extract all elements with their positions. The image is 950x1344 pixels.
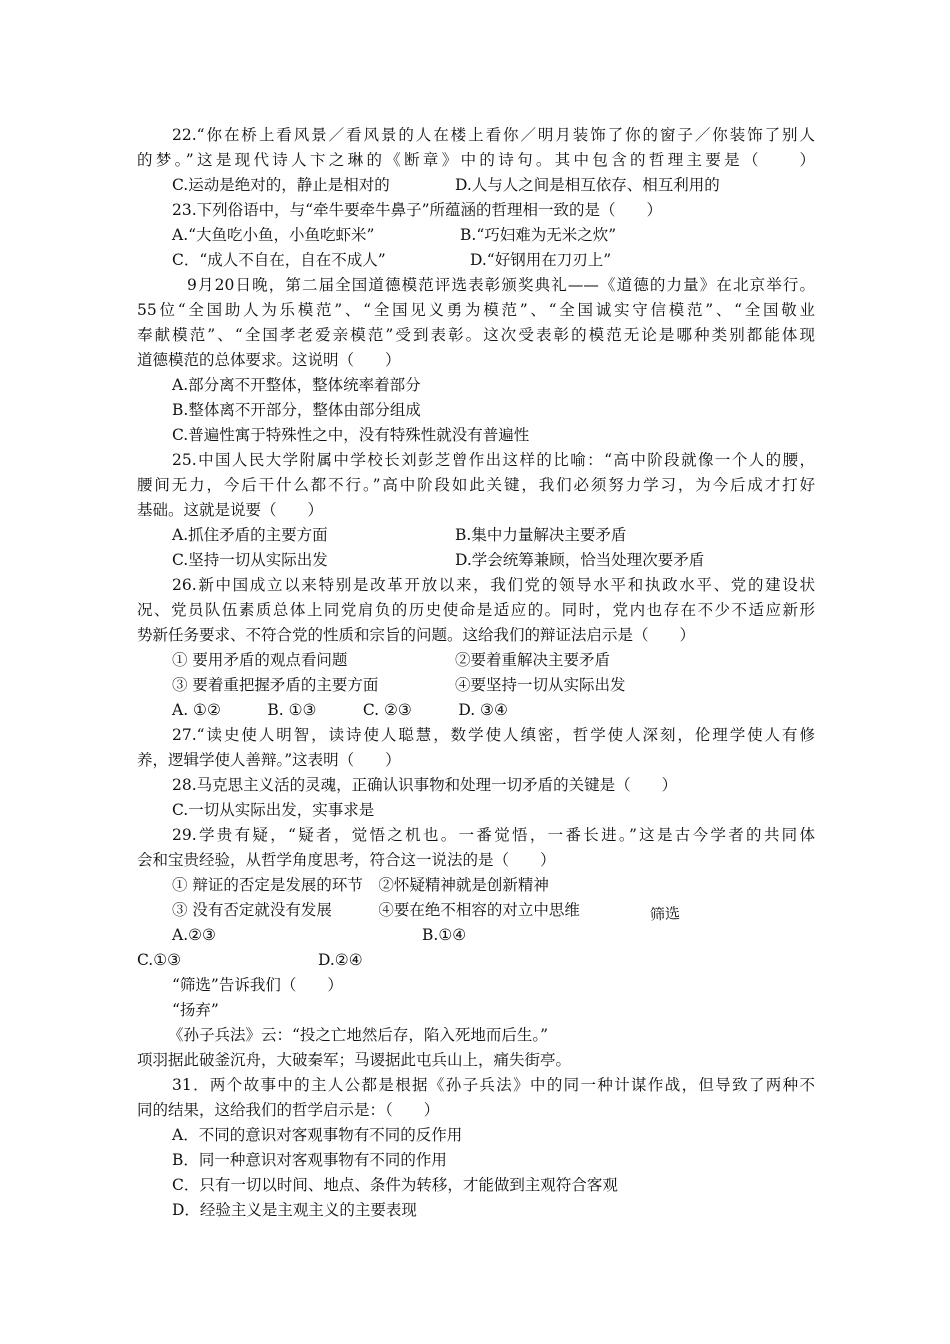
q25-option-a: A.抓住矛盾的主要方面 (172, 526, 328, 544)
q25-option-c: C.坚持一切从实际出发 (172, 551, 328, 569)
q31-stem-line1: 31．两个故事中的主人公都是根据《孙子兵法》中的同一种计谋作战，但导致了两种不 (172, 1076, 815, 1094)
q25-option-b: B.集中力量解决主要矛盾 (455, 526, 627, 544)
q29-option-a: A.②③ (172, 926, 216, 944)
q30-term: “扬弃” (172, 1001, 219, 1019)
q25-stem-line3: 基础。这就是说要（ ） (137, 501, 324, 519)
q24-stem-line2: 55位“全国助人为乐模范”、“全国见义勇为模范”、“全国诚实守信模范”、“全国敬业 (137, 301, 815, 319)
q31-stem-line2: 同的结果，这给我们的哲学启示是：（ ） (137, 1101, 440, 1119)
q25-stem-line2: 腰间无力，今后干什么都不行。”高中阶段如此关键，我们必须努力学习，为今后成才打好 (137, 476, 815, 494)
q24-option-c: C.普遍性寓于特殊性之中，没有特殊性就没有普遍性 (172, 426, 530, 444)
handwritten-note: 筛选 (649, 904, 681, 924)
q31-story: 项羽据此破釜沉舟，大破秦军；马谡据此屯兵山上，痛失街亭。 (137, 1051, 572, 1069)
q23-option-a: A.“大鱼吃小鱼，小鱼吃虾米” (172, 226, 375, 244)
q26-statement-2: ②要着重解决主要矛盾 (455, 651, 611, 669)
q30-stem: “筛选”告诉我们（ ） (172, 976, 343, 994)
q29-stem-line1: 29.学贵有疑，“疑者，觉悟之机也。一番觉悟，一番长进。”这是古今学者的共同体 (172, 826, 815, 844)
q23-option-b: B.“巧妇难为无米之炊” (460, 226, 617, 244)
q26-statement-3: ③ 要着重把握矛盾的主要方面 (172, 676, 379, 694)
q22-option-d: D.人与人之间是相互依存、相互利用的 (455, 176, 720, 194)
q29-statements-1-2: ① 辩证的否定是发展的环节 ②怀疑精神就是创新精神 (172, 876, 549, 894)
q26-stem-line1: 26.新中国成立以来特别是改革开放以来，我们党的领导水平和执政水平、党的建设状 (172, 576, 815, 594)
q26-statement-1: ① 要用矛盾的观点看问题 (172, 651, 348, 669)
q24-option-b: B.整体离不开部分，整体由部分组成 (172, 401, 421, 419)
q26-stem-line3: 势新任务要求、不符合党的性质和宗旨的问题。这给我们的辩证法启示是（ ） (137, 626, 696, 644)
q29-statements-3-4: ③ 没有否定就没有发展 ④要在绝不相容的对立中思维 (172, 901, 580, 919)
q29-option-d: D.②④ (318, 951, 363, 969)
q23-option-c: C．“成人不自在，自在不成人” (172, 251, 386, 269)
q26-stem-line2: 况、党员队伍素质总体上同党肩负的历史使命是适应的。同时，党内也存在不少不适应新形 (137, 601, 815, 619)
q23-stem: 23.下列俗语中，与“牵牛要牵牛鼻子”所蕴涵的哲理相一致的是（ ） (172, 201, 663, 219)
q26-choices: A. ①② B. ①③ C. ②③ D. ③④ (172, 701, 508, 719)
q29-stem-line2: 会和宝贵经验，从哲学角度思考，符合这一说法的是（ ） (137, 851, 556, 869)
q31-option-c: C．只有一切以时间、地点、条件为转移，才能做到主观符合客观 (172, 1176, 618, 1194)
q29-option-b: B.①④ (422, 926, 467, 944)
q22-stem-line1: 22.“你在桥上看风景／看风景的人在楼上看你／明月装饰了你的窗子／你装饰了别人 (172, 126, 815, 144)
q26-statement-4: ④要坚持一切从实际出发 (455, 676, 626, 694)
q22-stem-line2: 的梦。”这是现代诗人卞之琳的《断章》中的诗句。其中包含的哲理主要是（ ） (137, 151, 815, 169)
q23-option-d: D.“好钢用在刀刃上” (470, 251, 612, 269)
q28-option-c: C.一切从实际出发，实事求是 (172, 801, 375, 819)
q31-option-d: D．经验主义是主观主义的主要表现 (172, 1201, 417, 1219)
q31-option-b: B．同一种意识对客观事物有不同的作用 (172, 1151, 447, 1169)
q27-stem-line2: 养，逻辑学使人善辩。”这表明（ ） (137, 751, 401, 769)
q27-stem-line1: 27.“读史使人明智，读诗使人聪慧，数学使人缜密，哲学使人深刻，伦理学使人有修 (172, 726, 815, 744)
q25-option-d: D.学会统筹兼顾，恰当处理次要矛盾 (455, 551, 705, 569)
q24-stem-line3: 奉献模范”、“全国孝老爱亲模范”受到表彰。这次受表彰的模范无论是哪种类别都能体现 (137, 326, 815, 344)
q22-option-c: C.运动是绝对的，静止是相对的 (172, 176, 390, 194)
q28-stem: 28.马克思主义活的灵魂，正确认识事物和处理一切矛盾的关键是（ ） (172, 776, 678, 794)
q29-option-c: C.①③ (137, 951, 182, 969)
q24-stem-line4: 道德模范的总体要求。这说明（ ） (137, 351, 401, 369)
q31-quote: 《孙子兵法》云：“投之亡地然后存，陷入死地而后生。” (168, 1026, 549, 1044)
q24-stem-line1: 9月20日晚，第二届全国道德模范评选表彰颁奖典礼——《道德的力量》在北京举行。 (187, 276, 815, 294)
q31-option-a: A．不同的意识对客观事物有不同的反作用 (172, 1126, 463, 1144)
q24-option-a: A.部分离不开整体，整体统率着部分 (172, 376, 421, 394)
q25-stem-line1: 25.中国人民大学附属中学校长刘彭芝曾作出这样的比喻：“高中阶段就像一个人的腰， (172, 451, 815, 469)
